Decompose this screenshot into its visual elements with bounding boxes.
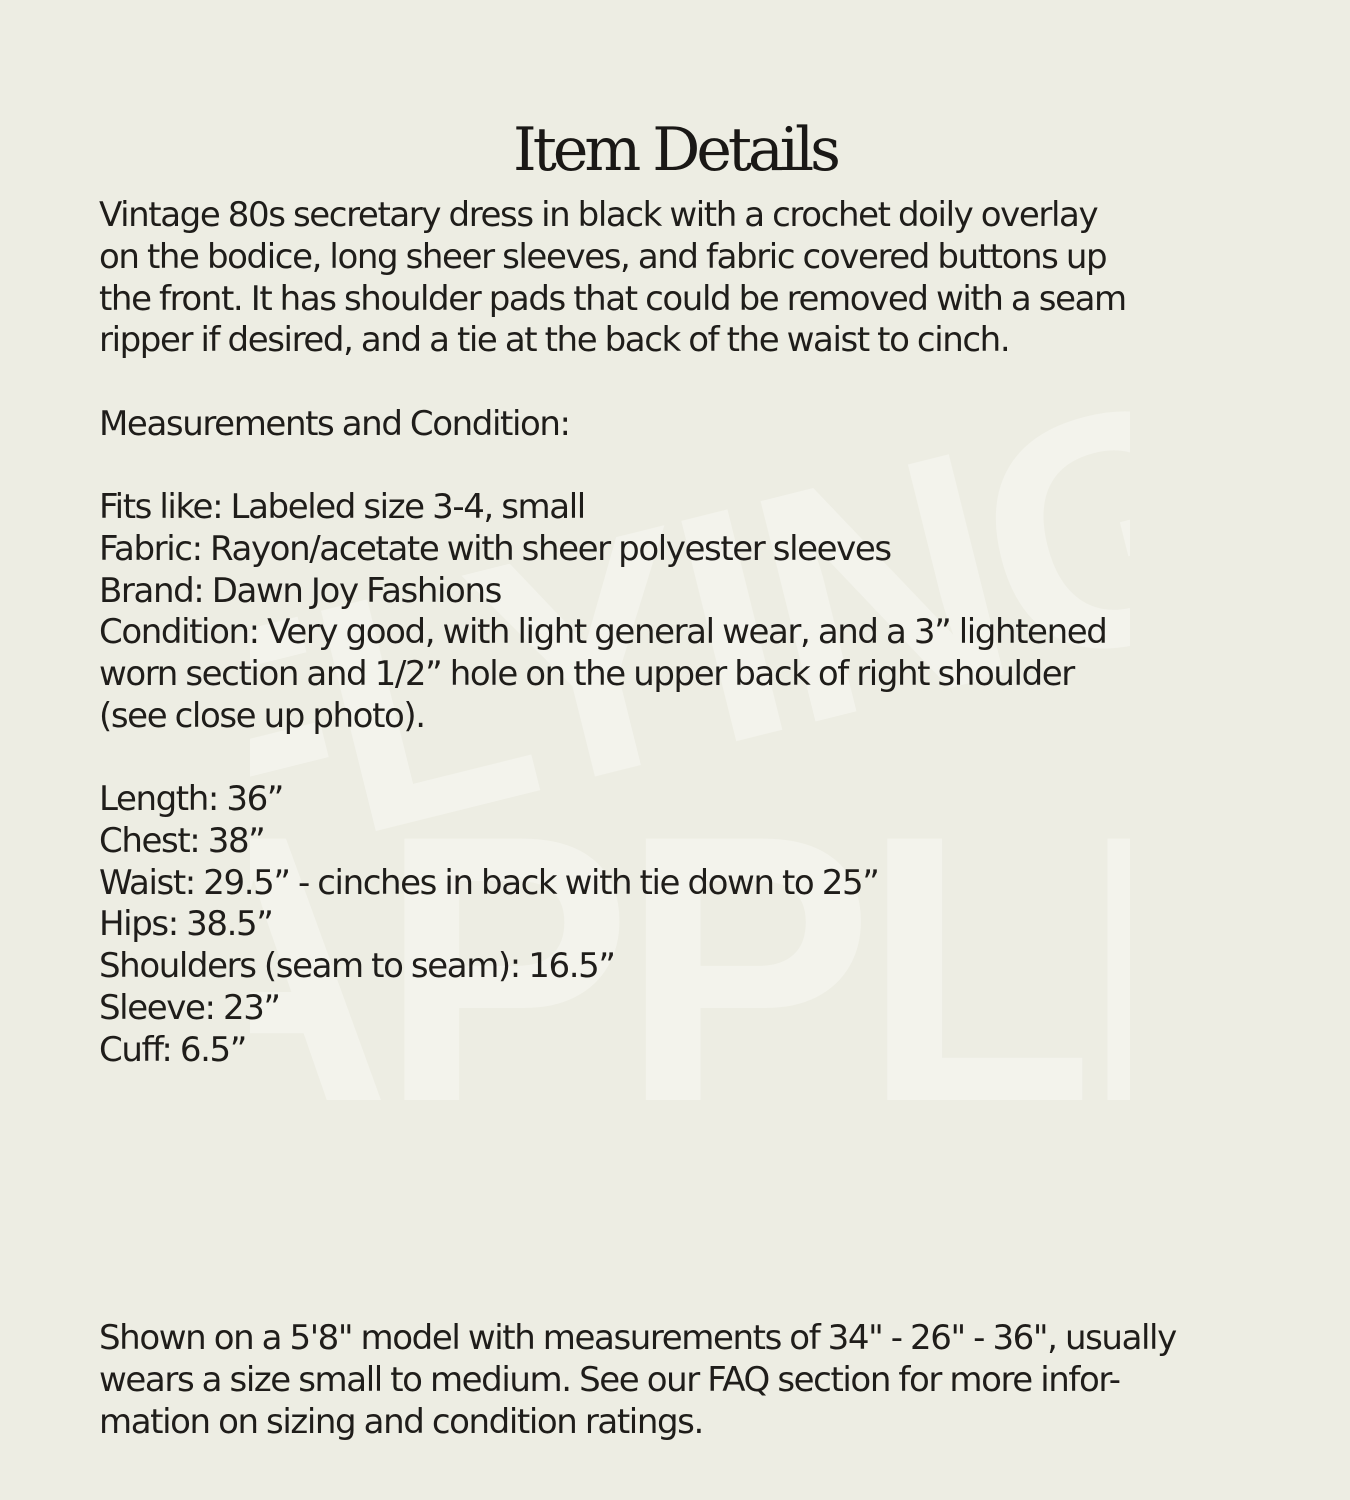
description-line: ripper if desired, and a tie at the back of the waist to cinch. [99,320,1010,361]
sizing-note [99,1318,1269,1443]
spec-condition-cont: (see close up photo). [99,695,425,736]
measurements-list [99,779,1269,1072]
spec-fabric: Fabric: Rayon/acetate with sheer polyester sleeves [99,528,891,569]
item-specs [99,487,1269,738]
watermark-line-2: PPL [378,756,1083,1140]
spec-brand: Brand: Dawn Joy Fashions [99,570,501,611]
measurement-waist: Waist: 29.5” - cinches in back with tie down to 25” [99,862,879,903]
measurement-sleeve: Sleeve: 23” [99,987,280,1028]
spec-condition: Condition: Very good, with light general wear, and a 3” lightened [99,612,1107,653]
measurement-hips: Hips: 38.5” [99,904,273,945]
measurements-heading-block [99,404,1269,446]
spec-condition-cont: worn section and 1/2” hole on the upper back of right shoulder [99,654,1074,695]
sizing-note-line: wears a size small to medium. See our FAQ section for more infor- [99,1359,1120,1400]
measurement-length: Length: 36” [99,779,284,819]
section-heading: Measurements and Condition: [99,404,570,444]
measurement-cuff: Cuff: 6.5” [99,1029,246,1070]
measurement-shoulders: Shoulders (seam to seam): 16.5” [99,946,615,987]
description-line: the front. It has shoulder pads that could be removed with a seam [99,278,1126,319]
sizing-note-line: Shown on a 5'8" model with measurements of 34" - 26" - 36", usually [99,1318,1176,1358]
measurement-chest: Chest: 38” [99,820,265,861]
watermark-line-1: FLYING [250,360,1130,951]
page-title: Item Details [513,115,837,186]
spec-fits-like: Fits like: Labeled size 3-4, small [99,487,585,527]
description-line: on the bodice, long sheer sleeves, and fabric covered buttons up [99,236,1107,277]
item-description [99,195,1269,362]
description-line: Vintage 80s secretary dress in black with a crochet doily overlay [99,195,1098,235]
sizing-note-line: mation on sizing and condition ratings. [99,1401,703,1442]
